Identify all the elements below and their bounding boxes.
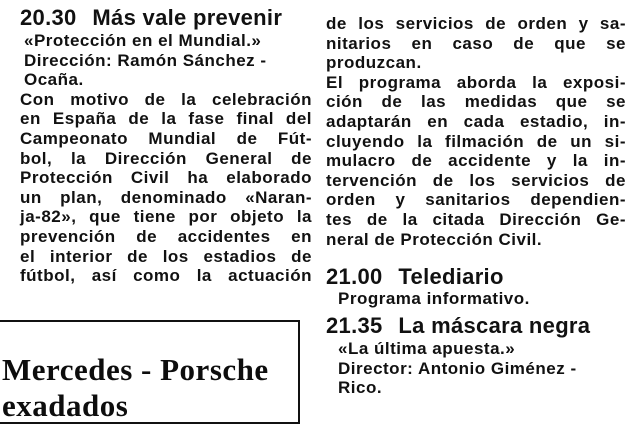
program-time: 21.00 <box>326 264 383 289</box>
body-line: el interior de los estadios de <box>20 246 312 266</box>
director-line: Director: Antonio Giménez - <box>338 358 577 378</box>
direction-line: Ocaña. <box>24 70 84 90</box>
director-line: Rico. <box>338 378 383 398</box>
body-line: tes de la citada Dirección Ge- <box>326 209 626 229</box>
body-line: Campeonato Mundial de Fút- <box>20 128 312 148</box>
body-line: El programa aborda la exposi- <box>326 72 626 92</box>
body-line: neral de Protección Civil. <box>326 229 543 249</box>
body-line: fútbol, así como la actuación <box>20 266 312 286</box>
body-line: prevención de accidentes en <box>20 226 312 246</box>
program-details <box>326 339 626 398</box>
program-heading <box>20 6 282 30</box>
body-line: en España de la fase final del <box>20 109 312 129</box>
program-details <box>20 31 312 286</box>
body-line: produzcan. <box>326 53 422 73</box>
program-title: Más vale prevenir <box>92 5 283 30</box>
program-time: 21.35 <box>326 313 383 338</box>
body-line: mulacro de accidente y la in- <box>326 151 626 171</box>
program-title: Telediario <box>398 264 504 289</box>
ad-headline: Mercedes - Porsche <box>2 352 269 387</box>
body-line: un plan, denominado «Naran- <box>20 187 312 207</box>
program-title: La máscara negra <box>398 313 591 338</box>
program-description: Programa informativo. <box>338 289 530 308</box>
body-line: tervención de los servicios de <box>326 170 626 190</box>
continuation-text <box>326 14 626 249</box>
program-heading <box>326 265 504 289</box>
program-heading <box>326 314 590 338</box>
body-line: bol, la Dirección General de <box>20 148 312 168</box>
program-time: 20.30 <box>20 5 77 30</box>
ad-subline: exadados <box>2 388 129 423</box>
body-line: ción de las medidas que se <box>326 92 626 112</box>
advertisement-box <box>0 320 300 424</box>
program-subtitle: «La última apuesta.» <box>338 339 516 358</box>
body-line: nitarios en caso de que se <box>326 33 626 53</box>
body-line: ja-82», que tiene por objeto la <box>20 207 312 227</box>
body-line: orden y sanitarios dependien- <box>326 190 626 210</box>
body-line: adaptarán en cada estadio, in- <box>326 111 626 131</box>
direction-line: Dirección: Ramón Sánchez - <box>24 50 267 70</box>
program-details <box>326 289 626 309</box>
body-line: Protección Civil ha elaborado <box>20 168 312 188</box>
body-line: Con motivo de la celebración <box>20 89 312 109</box>
body-line: cluyendo la filmación de un si- <box>326 131 626 151</box>
body-line: de los servicios de orden y sa- <box>326 14 626 33</box>
program-subtitle: «Protección en el Mundial.» <box>24 31 262 50</box>
